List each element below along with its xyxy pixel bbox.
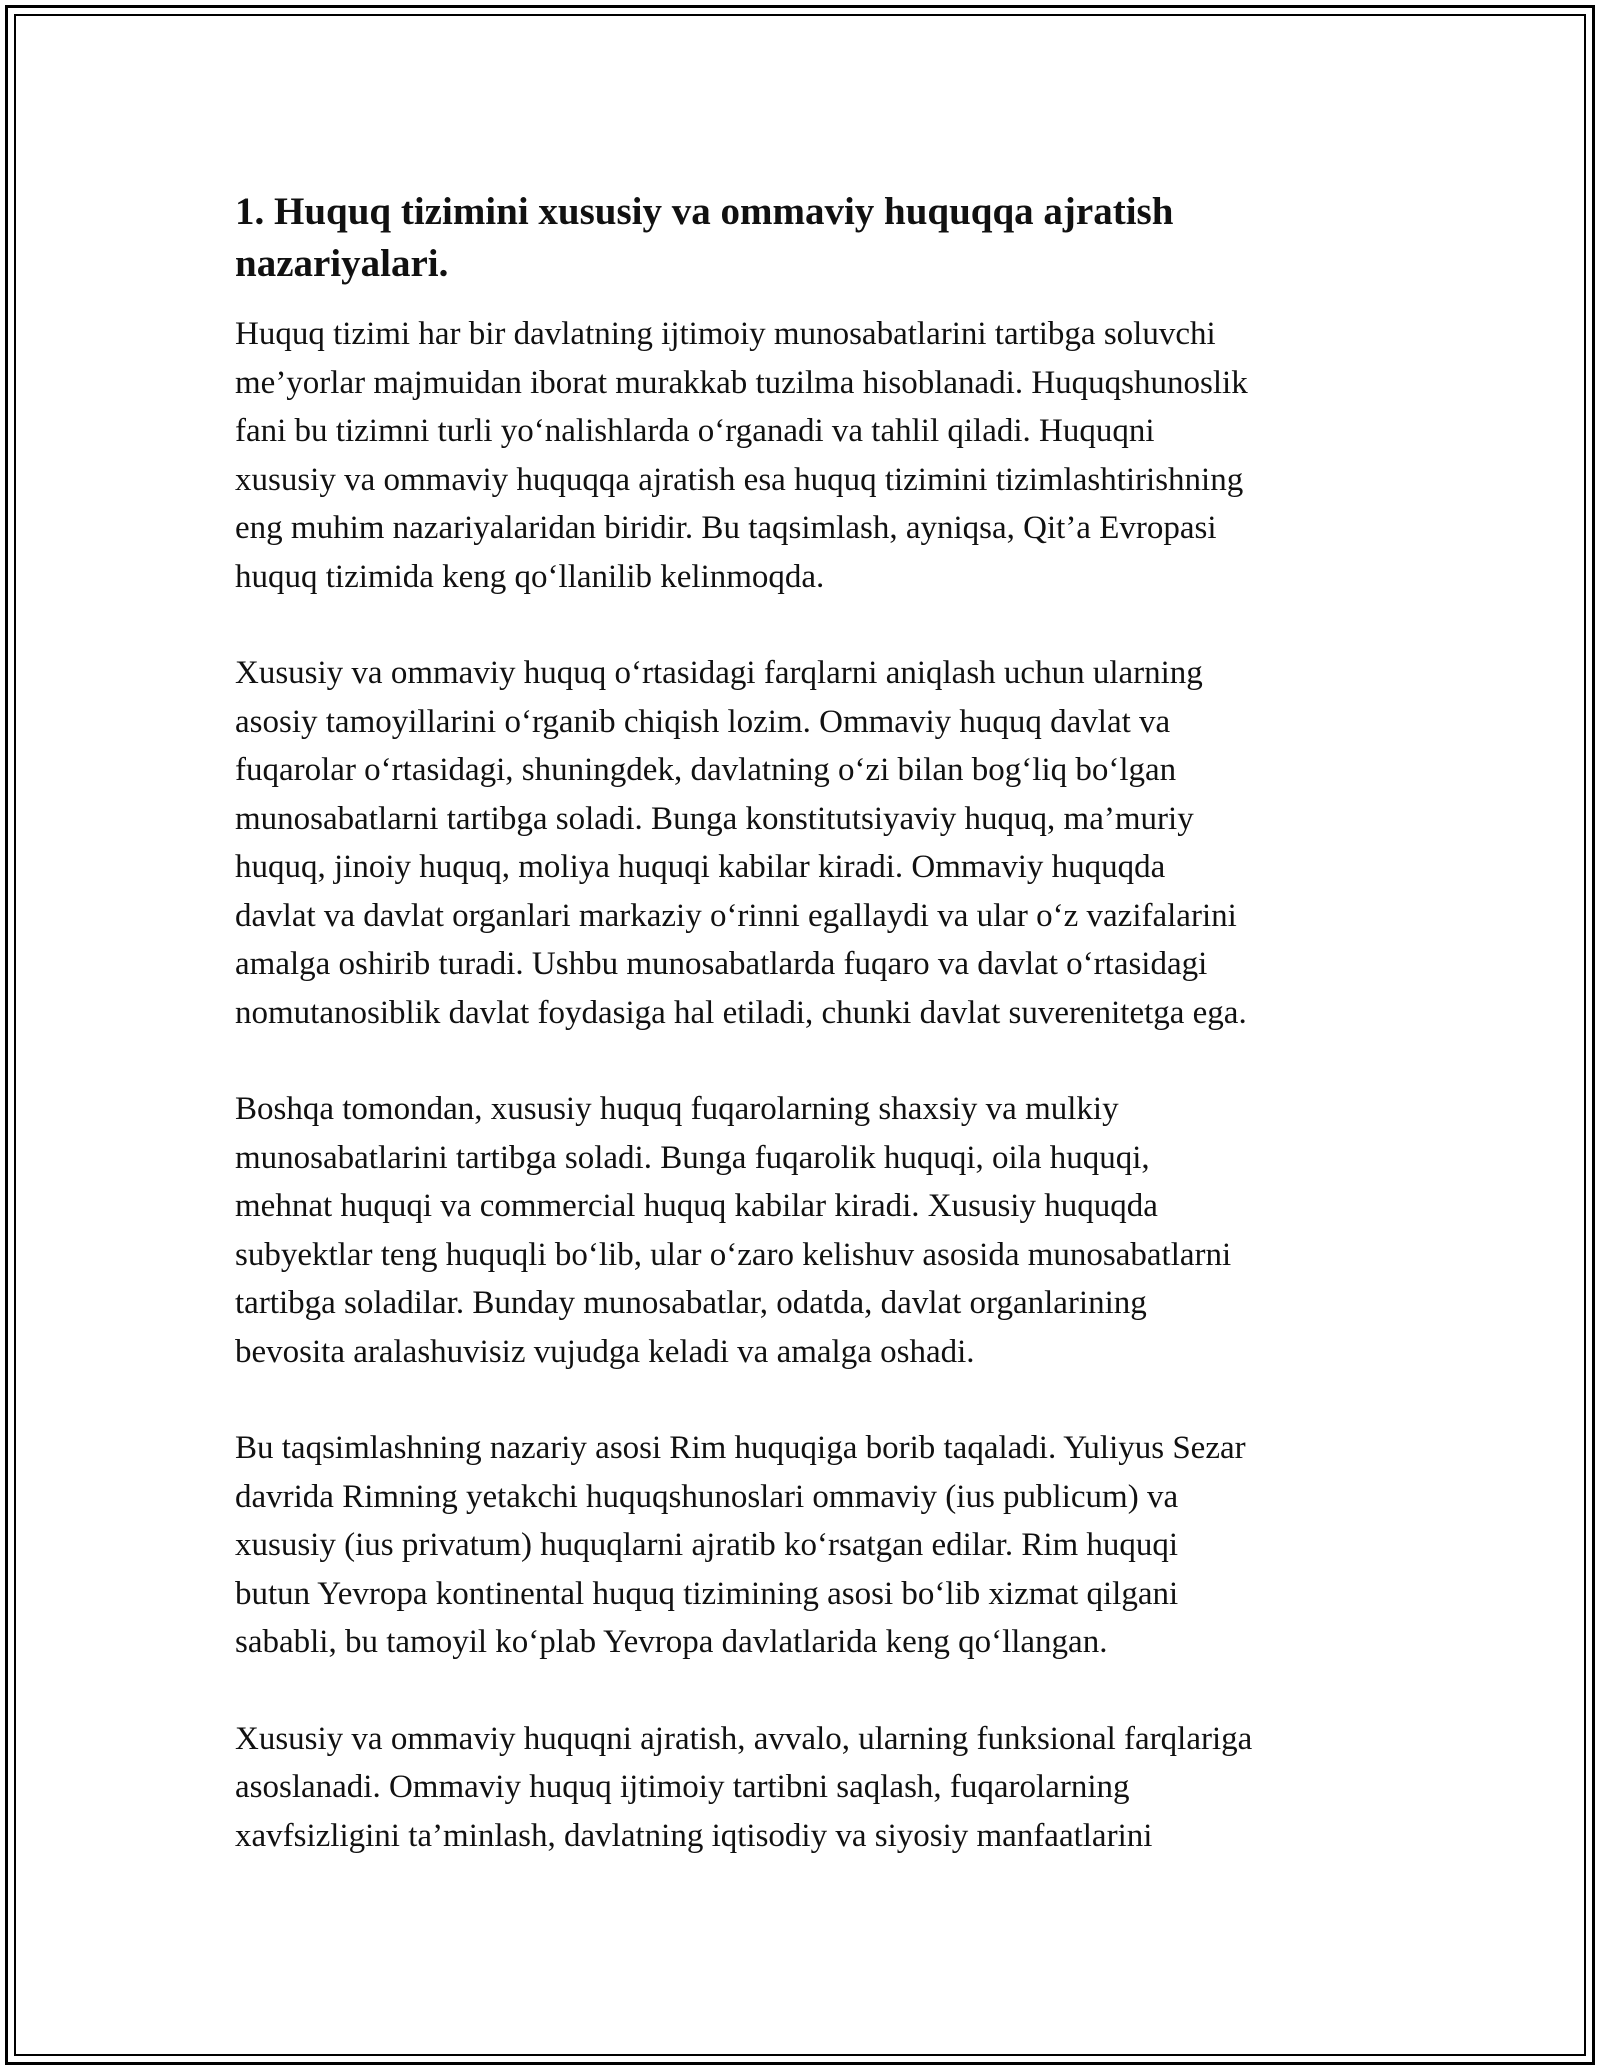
- paragraph-4: Bu taqsimlashning nazariy asosi Rim huquqiga borib taqaladi. Yuliyus Sezar davrida Rimning yetakchi huquqshunoslari ommaviy (ius publicum) va xususiy (ius privatum) huquqlarni ajratib ko‘rsatgan edilar. Rim huquqi butun Yevropa kontinental huquq tizimining asosi bo‘lib xizmat qilgani sababli, bu tamoyil ko‘plab Yevropa davlatlarida keng qo‘llangan.: [235, 1430, 1246, 1660]
- paragraph-3: Boshqa tomondan, xususiy huquq fuqarolarning shaxsiy va mulkiy munosabatlarini tartibga soladi. Bunga fuqarolik huquqi, oila huquqi, mehnat huquqi va commercial huquq kabilar kiradi. Xususiy huquqda subyektlar teng huquqli bo‘lib, ular o‘zaro kelishuv asosida munosabatlarni tartibga soladilar. Bunday munosabatlar, odatda, davlat organlarining bevosita aralashuvisiz vujudga keladi va amalga oshadi.: [235, 1091, 1232, 1370]
- document-body: [235, 186, 1375, 1908]
- section-heading: 1. Huquq tizimini xususiy va ommaviy huquqqa ajratish nazariyalari.: [235, 190, 1174, 285]
- paragraph-1: Huquq tizimi har bir davlatning ijtimoiy munosabatlarini tartibga soluvchi me’yorlar majmuidan iborat murakkab tuzilma hisoblanadi. Huquqshunoslik fani bu tizimni turli yo‘nalishlarda o‘rganadi va tahlil qiladi. Huquqni xususiy va ommaviy huquqqa ajratish esa huquq tizimini tizimlashtirishning eng muhim nazariyalaridan biridir. Bu taqsimlash, ayniqsa, Qit’a Evropasi huquq tizimida keng qo‘llanilib kelinmoqda.: [235, 316, 1248, 595]
- paragraph-2: Xususiy va ommaviy huquq o‘rtasidagi farqlarni aniqlash uchun ularning asosiy tamoyillarini o‘rganib chiqish lozim. Ommaviy huquq davlat va fuqarolar o‘rtasidagi, shuningdek, davlatning o‘zi bilan bog‘liq bo‘lgan munosabatlarni tartibga soladi. Bunga konstitutsiyaviy huquq, ma’muriy huquq, jinoiy huquq, moliya huquqi kabilar kiradi. Ommaviy huquqda davlat va davlat organlari markaziy o‘rinni egallaydi va ular o‘z vazifalarini amalga oshirib turadi. Ushbu munosabatlarda fuqaro va davlat o‘rtasidagi nomutanosiblik davlat foydasiga hal etiladi, chunki davlat suverenitetga ega.: [235, 655, 1247, 1031]
- paragraph-5: Xususiy va ommaviy huquqni ajratish, avvalo, ularning funksional farqlariga asoslanadi. Ommaviy huquq ijtimoiy tartibni saqlash, fuqarolarning xavfsizligini ta’minlash, davlatning iqtisodiy va siyosiy manfaatlarini: [235, 1720, 1253, 1854]
